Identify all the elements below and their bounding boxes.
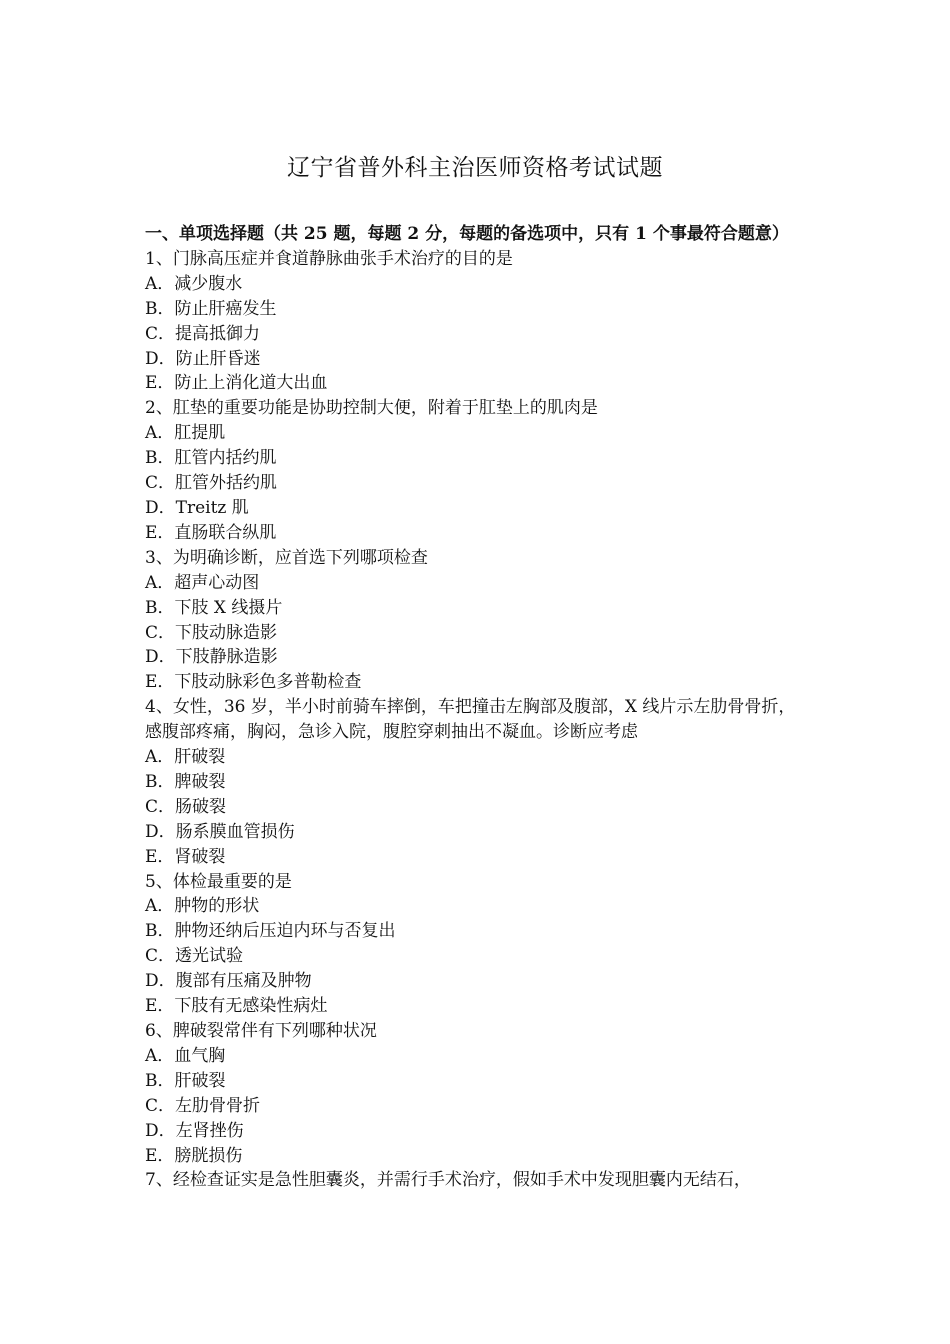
question-stem: 4、女性，36 岁，半小时前骑车摔倒，车把撞击左胸部及腹部，X 线片示左肋骨骨折，感腹部疼痛，胸闷，急诊入院，腹腔穿刺抽出不凝血。诊断应考虑 xyxy=(145,697,796,743)
option-d: D．下肢静脉造影 xyxy=(145,647,278,668)
section-heading: 一、单项选择题（共 25 题，每题 2 分，每题的备选项中，只有 1 个事最符合题意） xyxy=(145,224,789,244)
option-b: B．脾破裂 xyxy=(145,771,226,792)
option-a: A．肝破裂 xyxy=(145,747,226,768)
option-a: A．减少腹水 xyxy=(145,273,243,294)
option-c: C．透光试验 xyxy=(145,946,244,967)
option-e: E．膀胱损伤 xyxy=(145,1145,243,1166)
document-body xyxy=(145,222,810,1193)
option-a: A．肿物的形状 xyxy=(145,896,260,917)
option-c: C．下肢动脉造影 xyxy=(145,622,278,643)
option-c: C．肠破裂 xyxy=(145,796,227,817)
question-stem: 5、体检最重要的是 xyxy=(145,871,292,892)
question-stem: 2、肛垫的重要功能是协助控制大便，附着于肛垫上的肌肉是 xyxy=(145,398,598,419)
question-stem: 1、门脉高压症并食道静脉曲张手术治疗的目的是 xyxy=(145,248,513,269)
option-d: D．防止肝昏迷 xyxy=(145,348,261,369)
option-b: B．肝破裂 xyxy=(145,1070,226,1091)
option-a: A．肛提肌 xyxy=(145,423,226,444)
option-d: D．Treitz 肌 xyxy=(145,497,249,518)
option-c: C．肛管外括约肌 xyxy=(145,473,278,494)
option-c: C．左肋骨骨折 xyxy=(145,1095,261,1116)
option-e: E．防止上消化道大出血 xyxy=(145,373,328,394)
option-b: B．肿物还纳后压迫内环与否复出 xyxy=(145,921,396,942)
option-c: C．提高抵御力 xyxy=(145,323,261,344)
option-b: B．肛管内括约肌 xyxy=(145,448,277,469)
question-3 xyxy=(145,546,810,695)
option-a: A．超声心动图 xyxy=(145,572,260,593)
question-stem: 6、脾破裂常伴有下列哪种状况 xyxy=(145,1021,377,1041)
option-e: E．下肢动脉彩色多普勒检查 xyxy=(145,672,362,693)
document-title: 辽宁省普外科主治医师资格考试试题 xyxy=(287,155,663,181)
question-7 xyxy=(145,1168,810,1193)
option-a: A．血气胸 xyxy=(145,1045,226,1066)
option-d: D．肠系膜血管损伤 xyxy=(145,821,295,842)
option-e: E．直肠联合纵肌 xyxy=(145,522,277,543)
question-1 xyxy=(145,247,810,396)
question-2 xyxy=(145,396,810,545)
question-4 xyxy=(145,695,810,869)
option-e: E．肾破裂 xyxy=(145,846,226,867)
option-b: B．防止肝癌发生 xyxy=(145,298,277,319)
question-5 xyxy=(145,870,810,1019)
option-b: B．下肢 X 线摄片 xyxy=(145,597,283,618)
question-6 xyxy=(145,1019,810,1168)
option-d: D．左肾挫伤 xyxy=(145,1120,244,1141)
question-stem: 3、为明确诊断，应首选下列哪项检查 xyxy=(145,547,428,568)
option-d: D．腹部有压痛及肿物 xyxy=(145,971,312,992)
option-e: E．下肢有无感染性病灶 xyxy=(145,996,328,1017)
question-stem: 7、经检查证实是急性胆囊炎，并需行手术治疗，假如手术中发现胆囊内无结石， xyxy=(145,1170,751,1191)
